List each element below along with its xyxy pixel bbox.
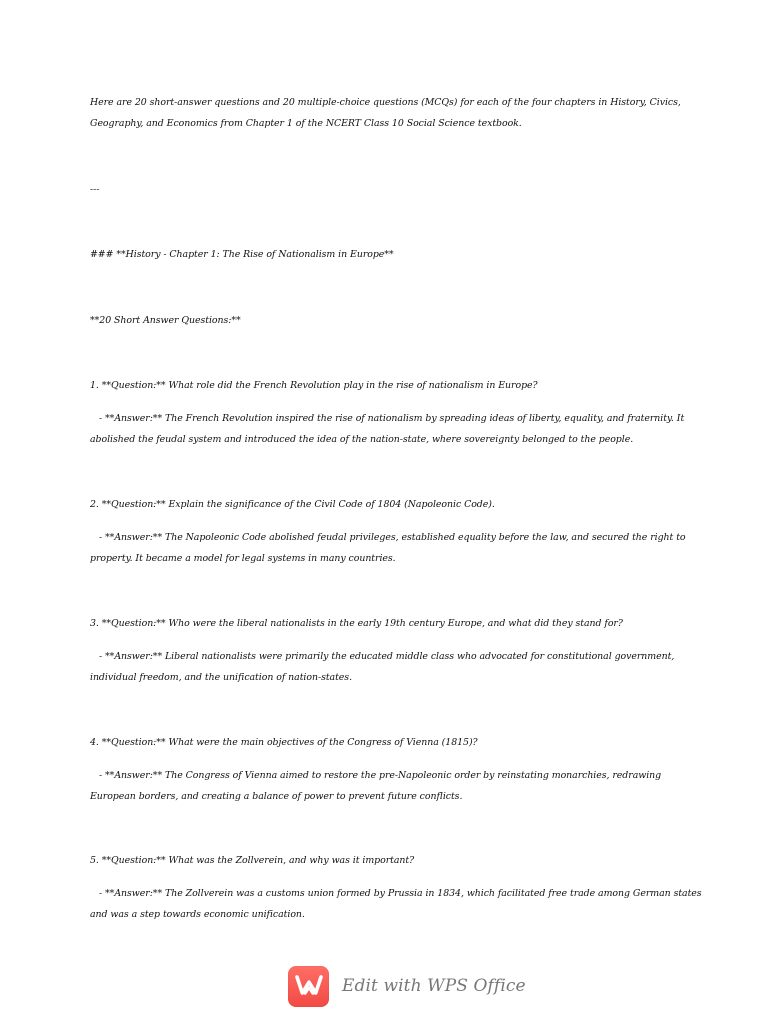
question-5: 5. **Question:** What was the Zollverein, and why was it important? — [90, 855, 415, 866]
answer-1-line-1: - **Answer:** The French Revolution inspired the rise of nationalism by spreading ideas of liberty, equality, and fraternity. It — [99, 413, 685, 424]
wps-office-logo-icon — [288, 966, 329, 1007]
answer-3-line-2: individual freedom, and the unification of nation-states. — [90, 672, 352, 683]
answer-2-line-1: - **Answer:** The Napoleonic Code abolished feudal privileges, established equality before the law, and secured the right to — [99, 532, 686, 543]
question-4: 4. **Question:** What were the main objectives of the Congress of Vienna (1815)? — [90, 737, 478, 748]
intro-line-1: Here are 20 short-answer questions and 20 multiple-choice questions (MCQs) for each of the four chapters in History, Civics, — [90, 97, 681, 108]
answer-1-line-2: abolished the feudal system and introduced the idea of the nation-state, where sovereignty belonged to the people. — [90, 434, 634, 445]
question-3: 3. **Question:** Who were the liberal nationalists in the early 19th century Europe, and what did they stand for? — [90, 618, 623, 629]
question-1: 1. **Question:** What role did the French Revolution play in the rise of nationalism in Europe? — [90, 380, 538, 391]
separator-line: --- — [90, 184, 100, 195]
wps-edit-banner[interactable] — [288, 964, 526, 1008]
answer-5-line-1: - **Answer:** The Zollverein was a customs union formed by Prussia in 1834, which facilitated free trade among German states — [99, 888, 702, 899]
answer-3-line-1: - **Answer:** Liberal nationalists were primarily the educated middle class who advocated for constitutional government, — [99, 651, 675, 662]
section-heading: ### **History - Chapter 1: The Rise of Nationalism in Europe** — [90, 249, 394, 260]
answer-4-line-2: European borders, and creating a balance of power to prevent future conflicts. — [90, 791, 463, 802]
subsection-heading: **20 Short Answer Questions:** — [90, 315, 241, 326]
answer-2-line-2: property. It became a model for legal systems in many countries. — [90, 553, 396, 564]
question-2: 2. **Question:** Explain the significance of the Civil Code of 1804 (Napoleonic Code). — [90, 499, 495, 510]
intro-line-2: Geography, and Economics from Chapter 1 of the NCERT Class 10 Social Science textbook. — [90, 118, 522, 129]
edit-with-wps-label: Edit with WPS Office — [342, 976, 526, 996]
answer-5-line-2: and was a step towards economic unification. — [90, 909, 305, 920]
answer-4-line-1: - **Answer:** The Congress of Vienna aimed to restore the pre-Napoleonic order by reinstating monarchies, redrawing — [99, 770, 662, 781]
